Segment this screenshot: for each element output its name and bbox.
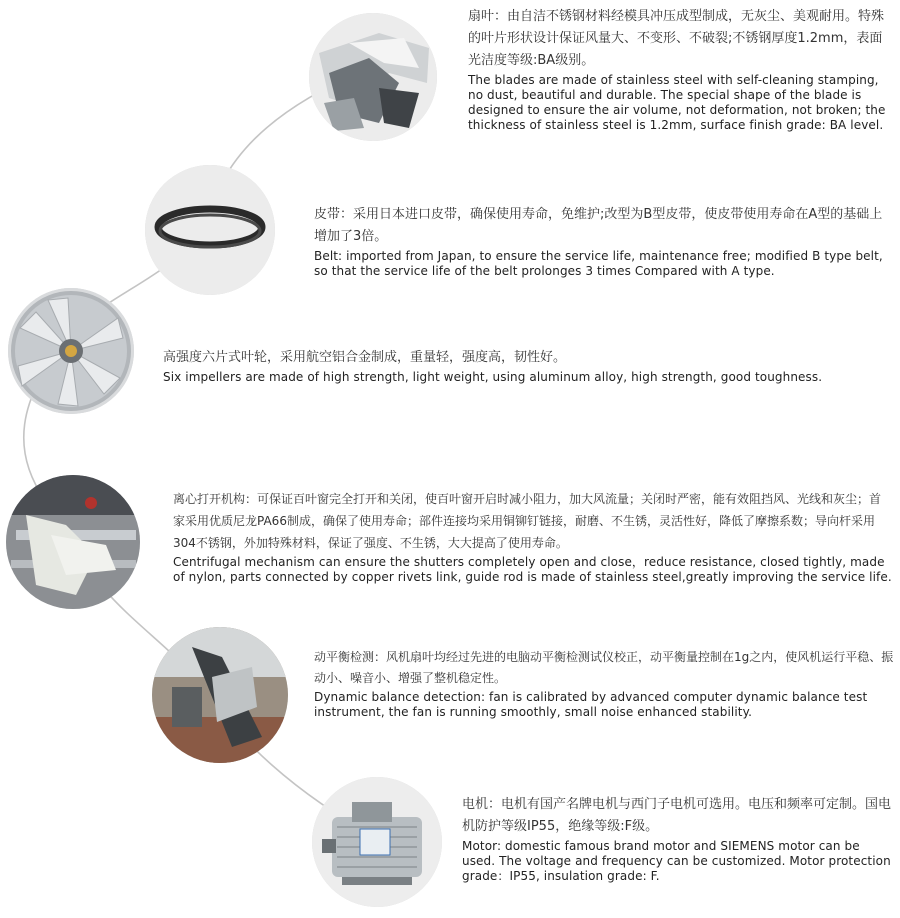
feature-centrifugal: [173, 488, 893, 585]
feature-motor-en: Motor: domestic famous brand motor and SIEMENS motor can be used. The voltage and frequency can be customized. Motor protection grade：IP55, insulation grade: F.: [462, 839, 891, 883]
six-blade-impeller-photo: [8, 288, 134, 414]
feature-dynamic-balance-label: 动平衡检测：: [314, 650, 387, 664]
feature-impeller-en: Six impellers are made of high strength, light weight, using aluminum alloy, high strength, good toughness.: [163, 370, 823, 384]
feature-impeller: [163, 347, 898, 385]
feature-blade: [468, 6, 894, 133]
feature-blade-en: The blades are made of stainless steel with self-cleaning stamping, no dust, beautiful and durable. The special shape of the blade is designed to ensure the air volume, not deformation, not broken; the thickness of stainless steel is 1.2mm, surface finish grade: BA level.: [468, 73, 886, 132]
feature-motor-cn: 电机：电机有国产名牌电机与西门子电机可选用。电压和频率可定制。国电机防护等级IP55，绝缘等级:F级。: [462, 797, 892, 834]
feature-impeller-cn: 高强度六片式叶轮，采用航空铝合金制成，重量轻，强度高，韧性好。: [163, 350, 567, 365]
stainless-steel-blade-photo: [309, 13, 437, 141]
feature-blade-cn: 扇叶：由自洁不锈钢材料经模具冲压成型制成，无灰尘、美观耐用。特殊的叶片形状设计保证风量大、不变形、不破裂;不锈钢厚度1.2mm，表面光洁度等级:BA级别。: [468, 9, 885, 68]
dynamic-balance-test-photo: [152, 627, 288, 763]
feature-motor-label: 电机：: [462, 797, 502, 812]
feature-centrifugal-en: Centrifugal mechanism can ensure the shutters completely open and close，reduce resistance, closed tightly, made of nylon, parts connected by copper rivets link, guide rod is made of stainless steel,greatly improving the service life.: [173, 555, 892, 584]
centrifugal-mechanism-photo: [6, 475, 140, 609]
feature-dynamic-balance-en: Dynamic balance detection: fan is calibrated by advanced computer dynamic balance test instrument, the fan is running smoothly, small noise enhanced stability.: [314, 690, 868, 719]
feature-belt-cn: 皮带：采用日本进口皮带，确保使用寿命，免维护;改型为B型皮带，使皮带使用寿命在A型的基础上增加了3倍。: [314, 207, 883, 244]
feature-belt-en: Belt: imported from Japan, to ensure the service life, maintenance free; modified B type belt, so that the service life of the belt prolonges 3 times Compared with A type.: [314, 249, 883, 278]
motor-photo: [312, 777, 442, 907]
feature-dynamic-balance: [314, 647, 896, 720]
feature-centrifugal-label: 离心打开机构：: [173, 492, 258, 506]
feature-belt-label: 皮带：: [314, 207, 354, 222]
b-type-belt-photo: [145, 165, 275, 295]
feature-dynamic-balance-cn: 动平衡检测：风机扇叶均经过先进的电脑动平衡检测试仪校正，动平衡量控制在1g之内，使风机运行平稳、振动小、噪音小、增强了整机稳定性。: [314, 650, 894, 685]
feature-centrifugal-cn: 离心打开机构：可保证百叶窗完全打开和关闭，使百叶窗开启时减小阻力，加大风流量；关闭时严密，能有效阻挡风、光线和灰尘；首家采用优质尼龙PA66制成，确保了使用寿命；部件连接均采用铜铆钉链接，耐磨、不生锈，灵活性好，降低了摩擦系数；导向杆采用304不锈钢，外加特殊材料，保证了强度、不生锈，大大提高了使用寿命。: [173, 492, 882, 550]
feature-belt: [314, 204, 894, 279]
feature-blade-label: 扇叶：: [468, 9, 508, 24]
feature-motor: [462, 794, 894, 884]
